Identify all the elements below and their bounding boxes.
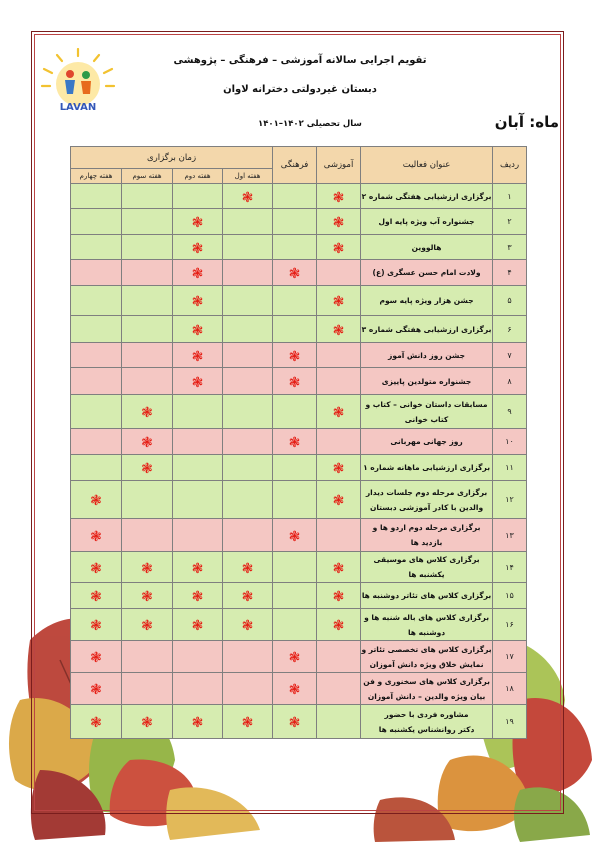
activity-title <box>361 184 493 209</box>
week-3-cell <box>122 519 173 552</box>
educational-cell <box>317 209 361 235</box>
table-row <box>71 209 527 235</box>
educational-cell <box>317 316 361 343</box>
educational-cell <box>317 583 361 609</box>
week-3-cell <box>122 209 173 235</box>
activity-title-line: جشن هزار ویژه پایه سوم <box>379 296 474 305</box>
week-1-cell <box>223 368 273 395</box>
flower-mark-icon: ❃ <box>191 618 204 634</box>
week-1-cell <box>223 286 273 316</box>
week-3-cell <box>122 184 173 209</box>
activity-title <box>361 673 493 705</box>
table-row <box>71 316 527 343</box>
activity-title-line: جشنواره متولدین پاییزی <box>381 376 472 386</box>
flower-mark-icon: ❃ <box>191 322 204 339</box>
flower-mark-icon: ❃ <box>90 560 102 577</box>
table-row <box>71 583 527 609</box>
cultural-cell <box>273 368 317 395</box>
week-2-cell <box>173 368 223 395</box>
row-number: ۳ <box>493 235 527 260</box>
week-1-cell <box>223 481 273 519</box>
week-3-cell <box>122 609 173 641</box>
flower-mark-icon: ❃ <box>141 715 153 731</box>
week-4-cell <box>71 673 122 705</box>
activity-title <box>361 209 493 235</box>
week-2-cell <box>173 209 223 235</box>
flower-mark-icon: ❃ <box>332 189 345 206</box>
row-number: ۱۵ <box>493 583 527 609</box>
activity-title-line: بیان ویژه والدین – دانش آموزان <box>367 691 486 701</box>
week-3-cell <box>122 481 173 519</box>
activity-title-line: کتاب خوانی <box>404 414 449 424</box>
flower-mark-icon: ❃ <box>332 461 345 477</box>
activity-title <box>361 260 493 286</box>
activity-title-line: بازدید ها <box>410 538 443 547</box>
table-row <box>71 286 527 316</box>
week-4-cell <box>71 209 122 235</box>
week-3-cell <box>122 260 173 286</box>
cultural-cell <box>273 705 317 739</box>
row-number: ۱۷ <box>493 641 527 673</box>
cultural-cell <box>273 519 317 552</box>
week-3-cell <box>122 641 173 673</box>
flower-mark-icon: ❃ <box>191 374 204 391</box>
activity-title <box>361 429 493 455</box>
col-header-week-3: هفته سوم <box>122 169 173 184</box>
flower-mark-icon: ❃ <box>288 528 301 545</box>
cultural-cell <box>273 209 317 235</box>
activity-title <box>361 343 493 368</box>
week-1-cell <box>223 395 273 429</box>
week-2-cell <box>173 316 223 343</box>
week-1-cell <box>223 209 273 235</box>
week-2-cell <box>173 286 223 316</box>
col-header-educational: آموزشی <box>317 147 361 184</box>
week-2-cell <box>173 519 223 552</box>
flower-mark-icon: ❃ <box>288 348 301 365</box>
educational-cell <box>317 552 361 583</box>
col-header-cultural: فرهنگی <box>273 147 317 184</box>
table-row <box>71 705 527 739</box>
table-body <box>71 184 527 739</box>
flower-mark-icon: ❃ <box>288 435 301 451</box>
row-number: ۱۰ <box>493 429 527 455</box>
week-4-cell <box>71 583 122 609</box>
page-title: تقویم اجرایی سالانه آموزشی – فرهنگی – پژوهشی <box>173 55 427 66</box>
table-row <box>71 455 527 481</box>
flower-mark-icon: ❃ <box>90 589 102 605</box>
row-number: ۲ <box>493 209 527 235</box>
educational-cell <box>317 368 361 395</box>
activity-title <box>361 235 493 260</box>
activity-title-line: برگزاری مرحله دوم جلسات دیدار <box>365 487 488 497</box>
col-header-week-1: هفته اول <box>223 169 273 184</box>
row-number: ۱۸ <box>493 673 527 705</box>
activity-title <box>361 552 493 583</box>
activity-title <box>361 286 493 316</box>
activity-title <box>361 583 493 609</box>
week-4-cell <box>71 552 122 583</box>
week-4-cell <box>71 641 122 673</box>
activity-title-line: برگزاری ارزشیابی ماهانه شماره ۱ <box>363 463 491 472</box>
week-3-cell <box>122 552 173 583</box>
week-4-cell <box>71 343 122 368</box>
flower-mark-icon: ❃ <box>332 405 345 421</box>
week-4-cell <box>71 316 122 343</box>
week-4-cell <box>71 260 122 286</box>
week-3-cell <box>122 673 173 705</box>
week-2-cell <box>173 395 223 429</box>
flower-mark-icon: ❃ <box>288 715 301 731</box>
flower-mark-icon: ❃ <box>191 215 204 231</box>
cultural-cell <box>273 429 317 455</box>
activity-title-line: والدین با کادر آموزشی دبستان <box>369 502 484 512</box>
educational-cell <box>317 673 361 705</box>
flower-mark-icon: ❃ <box>141 461 153 477</box>
activity-title-line: برگزاری کلاس های سخنوری و فن <box>363 676 490 686</box>
flower-mark-icon: ❃ <box>141 618 153 634</box>
col-header-row-number: ردیف <box>493 147 527 184</box>
table-row <box>71 184 527 209</box>
week-4-cell <box>71 395 122 429</box>
flower-mark-icon: ❃ <box>191 348 204 365</box>
week-4-cell <box>71 235 122 260</box>
cultural-cell <box>273 316 317 343</box>
row-number: ۱۶ <box>493 609 527 641</box>
week-4-cell <box>71 455 122 481</box>
flower-mark-icon: ❃ <box>288 266 301 282</box>
week-2-cell <box>173 609 223 641</box>
row-number: ۱ <box>493 184 527 209</box>
week-1-cell <box>223 673 273 705</box>
table-row <box>71 395 527 429</box>
row-number: ۱۱ <box>493 455 527 481</box>
col-header-activity-title: عنوان فعالیت <box>361 147 493 184</box>
row-number: ۱۹ <box>493 705 527 739</box>
flower-mark-icon: ❃ <box>241 189 254 206</box>
activity-title <box>361 641 493 673</box>
week-2-cell <box>173 673 223 705</box>
activity-title-line: دکتر روانشناس یکشنبه ها <box>378 724 475 734</box>
logo-text: LAVAN <box>59 102 97 113</box>
cultural-cell <box>273 583 317 609</box>
week-1-cell <box>223 705 273 739</box>
activity-title-line: هالووین <box>411 242 442 252</box>
activity-title <box>361 455 493 481</box>
activity-title <box>361 368 493 395</box>
cultural-cell <box>273 286 317 316</box>
table-row <box>71 609 527 641</box>
week-1-cell <box>223 641 273 673</box>
week-4-cell <box>71 705 122 739</box>
flower-mark-icon: ❃ <box>332 493 345 509</box>
table-row <box>71 429 527 455</box>
week-4-cell <box>71 184 122 209</box>
week-1-cell <box>223 343 273 368</box>
activity-title-line: نمایش خلاق ویژه دانش آموزان <box>369 659 484 669</box>
week-2-cell <box>173 641 223 673</box>
week-2-cell <box>173 343 223 368</box>
educational-cell <box>317 609 361 641</box>
table-row <box>71 481 527 519</box>
week-2-cell <box>173 235 223 260</box>
week-3-cell <box>122 235 173 260</box>
activity-title-line: برگزاری کلاس های تئاتر دوشنبه ها <box>361 591 492 600</box>
cultural-cell <box>273 184 317 209</box>
cultural-cell <box>273 609 317 641</box>
flower-mark-icon: ❃ <box>288 374 301 391</box>
cultural-cell <box>273 673 317 705</box>
table-row <box>71 260 527 286</box>
week-3-cell <box>122 286 173 316</box>
educational-cell <box>317 343 361 368</box>
flower-mark-icon: ❃ <box>191 266 204 282</box>
activity-title-line: برگزاری مرحله دوم اردو ها و <box>372 523 481 532</box>
school-logo <box>40 48 116 120</box>
educational-cell <box>317 395 361 429</box>
table-row <box>71 641 527 673</box>
week-3-cell <box>122 429 173 455</box>
week-2-cell <box>173 583 223 609</box>
flower-mark-icon: ❃ <box>141 560 153 577</box>
row-number: ۸ <box>493 368 527 395</box>
flower-mark-icon: ❃ <box>332 240 345 257</box>
week-1-cell <box>223 316 273 343</box>
educational-cell <box>317 455 361 481</box>
flower-mark-icon: ❃ <box>241 560 254 577</box>
week-1-cell <box>223 455 273 481</box>
flower-mark-icon: ❃ <box>241 589 254 605</box>
activity-title-line: مسابقات داستان خوانی – کتاب و <box>365 399 488 409</box>
flower-mark-icon: ❃ <box>141 435 153 451</box>
flower-mark-icon: ❃ <box>332 560 345 577</box>
cultural-cell <box>273 641 317 673</box>
flower-mark-icon: ❃ <box>90 618 102 634</box>
cultural-cell <box>273 260 317 286</box>
activity-title-line: دوشنبه ها <box>407 627 446 637</box>
educational-cell <box>317 429 361 455</box>
week-4-cell <box>71 429 122 455</box>
col-header-schedule: زمان برگزاری <box>71 147 273 169</box>
week-1-cell <box>223 184 273 209</box>
week-3-cell <box>122 583 173 609</box>
cultural-cell <box>273 455 317 481</box>
flower-mark-icon: ❃ <box>90 528 102 545</box>
row-number: ۷ <box>493 343 527 368</box>
week-4-cell <box>71 286 122 316</box>
week-3-cell <box>122 316 173 343</box>
activity-title-line: برگزاری ارزشیابی هفتگی شماره ۳ <box>361 324 492 334</box>
week-3-cell <box>122 705 173 739</box>
week-4-cell <box>71 481 122 519</box>
educational-cell <box>317 235 361 260</box>
cultural-cell <box>273 481 317 519</box>
cultural-cell <box>273 235 317 260</box>
table-row <box>71 673 527 705</box>
flower-mark-icon: ❃ <box>241 618 254 634</box>
week-4-cell <box>71 609 122 641</box>
flower-mark-icon: ❃ <box>332 322 345 339</box>
table-row <box>71 343 527 368</box>
row-number: ۶ <box>493 316 527 343</box>
row-number: ۱۴ <box>493 552 527 583</box>
table-row <box>71 235 527 260</box>
cultural-cell <box>273 395 317 429</box>
cultural-cell <box>273 343 317 368</box>
col-header-week-2: هفته دوم <box>173 169 223 184</box>
flower-mark-icon: ❃ <box>288 682 301 698</box>
week-3-cell <box>122 395 173 429</box>
activity-title <box>361 609 493 641</box>
week-2-cell <box>173 705 223 739</box>
year-label: سال تحصیلی ۱۴۰۲–۱۴۰۱ <box>258 119 362 129</box>
flower-mark-icon: ❃ <box>288 650 301 666</box>
activity-title-line: یکشنبه ها <box>408 570 445 579</box>
week-1-cell <box>223 583 273 609</box>
flower-mark-icon: ❃ <box>332 618 345 634</box>
flower-mark-icon: ❃ <box>90 493 102 509</box>
row-number: ۱۳ <box>493 519 527 552</box>
activity-title-line: جشن روز دانش آموز <box>388 350 466 360</box>
activity-title-line: برگزاری کلاس های موسیقی <box>373 555 480 564</box>
flower-mark-icon: ❃ <box>191 294 204 310</box>
educational-cell <box>317 260 361 286</box>
school-name: دبستان غیردولتی دخترانه لاوان <box>223 84 377 95</box>
col-header-week-4: هفته چهارم <box>71 169 122 184</box>
activity-title-line: مشاوره فردی با حضور <box>384 709 469 719</box>
flower-mark-icon: ❃ <box>90 715 102 731</box>
row-number: ۱۲ <box>493 481 527 519</box>
activity-title-line: جشنواره آب ویژه پایه اول <box>378 217 475 226</box>
flower-mark-icon: ❃ <box>141 405 153 421</box>
week-1-cell <box>223 235 273 260</box>
educational-cell <box>317 286 361 316</box>
week-2-cell <box>173 429 223 455</box>
flower-mark-icon: ❃ <box>332 589 345 605</box>
activity-title <box>361 395 493 429</box>
week-1-cell <box>223 429 273 455</box>
educational-cell <box>317 705 361 739</box>
flower-mark-icon: ❃ <box>141 589 153 605</box>
flower-mark-icon: ❃ <box>191 589 204 605</box>
week-3-cell <box>122 343 173 368</box>
week-4-cell <box>71 519 122 552</box>
table-row <box>71 552 527 583</box>
row-number: ۴ <box>493 260 527 286</box>
flower-mark-icon: ❃ <box>332 294 345 310</box>
week-1-cell <box>223 519 273 552</box>
educational-cell <box>317 481 361 519</box>
flower-mark-icon: ❃ <box>191 240 204 257</box>
row-number: ۵ <box>493 286 527 316</box>
flower-mark-icon: ❃ <box>191 715 204 731</box>
flower-mark-icon: ❃ <box>90 650 102 666</box>
activity-title <box>361 316 493 343</box>
activity-title-line: برگزاری کلاس های تخصصی تئاتر و <box>361 644 492 654</box>
activity-title-line: برگزاری کلاس های باله شنبه ها و <box>364 612 490 622</box>
flower-mark-icon: ❃ <box>90 682 102 698</box>
table-row <box>71 519 527 552</box>
week-3-cell <box>122 455 173 481</box>
activity-calendar-table <box>70 146 527 739</box>
flower-mark-icon: ❃ <box>332 215 345 231</box>
educational-cell <box>317 519 361 552</box>
week-2-cell <box>173 481 223 519</box>
flower-mark-icon: ❃ <box>241 715 254 731</box>
week-2-cell <box>173 184 223 209</box>
week-2-cell <box>173 455 223 481</box>
week-2-cell <box>173 552 223 583</box>
educational-cell <box>317 184 361 209</box>
activity-title-line: برگزاری ارزشیابی هفتگی شماره ۲ <box>361 191 492 201</box>
cultural-cell <box>273 552 317 583</box>
activity-title-line: ولادت امام حسن عسگری (ع) <box>372 268 481 277</box>
activity-title <box>361 705 493 739</box>
week-1-cell <box>223 552 273 583</box>
activity-title-line: روز جهانی مهربانی <box>390 437 463 446</box>
week-3-cell <box>122 368 173 395</box>
week-1-cell <box>223 260 273 286</box>
activity-title <box>361 519 493 552</box>
week-4-cell <box>71 368 122 395</box>
flower-mark-icon: ❃ <box>191 560 204 577</box>
week-2-cell <box>173 260 223 286</box>
educational-cell <box>317 641 361 673</box>
week-1-cell <box>223 609 273 641</box>
activity-title <box>361 481 493 519</box>
table-row <box>71 368 527 395</box>
month-label: ماه: آبان <box>494 113 559 131</box>
row-number: ۹ <box>493 395 527 429</box>
